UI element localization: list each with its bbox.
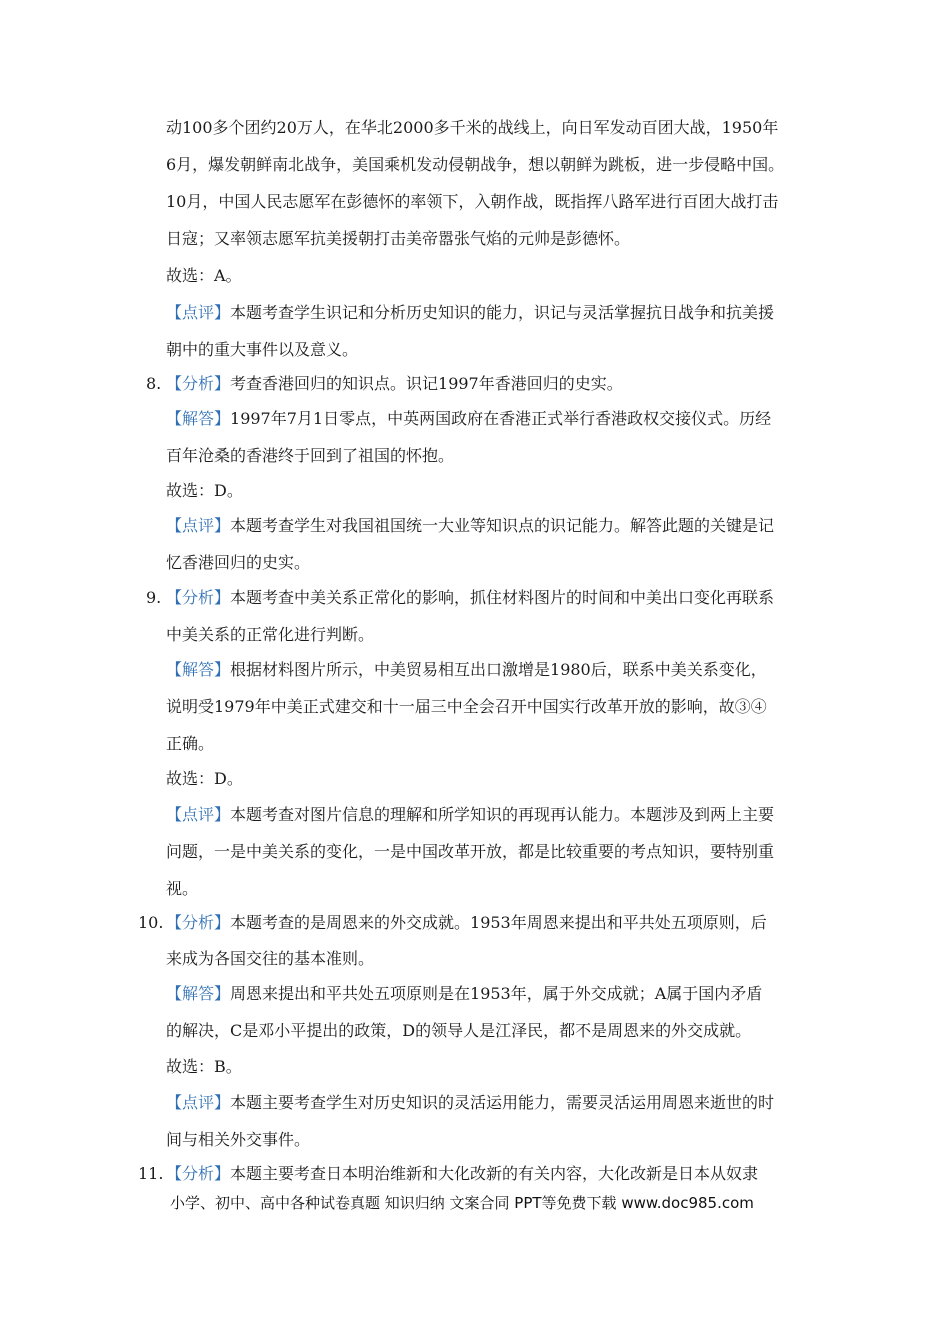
q8-analysis-line [166,374,623,394]
analysis-tag: 【分析】 [166,1164,231,1183]
q9-comment-line-3: 视。 [166,879,199,898]
q9-answer: 故选：D。 [166,769,243,788]
q10-answer: 故选：B。 [166,1057,242,1076]
q8-analysis-text: 考查香港回归的知识点。识记1997年香港回归的史实。 [230,374,623,393]
solution-tag: 【解答】 [166,984,231,1003]
q7-comment-line-2: 朝中的重大事件以及意义。 [166,340,359,359]
q9-solution-line-2: 说明受1979年中美正式建交和十一届三中全会召开中国实行改革开放的影响，故③④ [166,697,767,716]
q10-comment-text: 本题主要考查学生对历史知识的灵活运用能力，需要灵活运用周恩来逝世的时 [230,1093,775,1112]
q8-answer: 故选：D。 [166,481,243,500]
q9-comment-line-1 [166,805,774,825]
comment-tag: 【点评】 [166,1093,231,1112]
q11-analysis-line-1 [166,1164,758,1184]
solution-tag: 【解答】 [166,409,231,428]
q10-analysis-line-1 [166,913,767,933]
analysis-tag: 【分析】 [166,374,231,393]
footer-download-note: 小学、初中、高中各种试卷真题 知识归纳 文案合同 PPT等免费下载 www.doc985.com [170,1194,754,1212]
comment-tag: 【点评】 [166,805,231,824]
q11-analysis-text: 本题主要考查日本明治维新和大化改新的有关内容，大化改新是日本从奴隶 [230,1164,759,1183]
q9-solution-line-3: 正确。 [166,734,215,753]
q10-solution-line-2: 的解决，C是邓小平提出的政策，D的领导人是江泽民，都不是周恩来的外交成就。 [166,1021,752,1040]
q8-number: 8. [146,374,162,393]
q8-solution-text: 1997年7月1日零点，中英两国政府在香港正式举行香港政权交接仪式。历经 [230,409,772,428]
q7-text-line-3: 10月，中国人民志愿军在彭德怀的率领下，入朝作战，既指挥八路军进行百团大战打击 [166,192,779,211]
q9-solution-text: 根据材料图片所示，中美贸易相互出口激增是1980后，联系中美关系变化， [230,660,767,679]
q10-comment-line-1 [166,1093,774,1113]
q8-comment-line-1 [166,516,774,536]
q10-analysis-text: 本题考查的是周恩来的外交成就。1953年周恩来提出和平共处五项原则，后 [230,913,767,932]
q9-comment-line-2: 问题，一是中美关系的变化，一是中国改革开放，都是比较重要的考点知识，要特别重 [166,842,775,861]
q7-answer: 故选：A。 [166,266,242,285]
q9-solution-line-1 [166,660,767,680]
analysis-tag: 【分析】 [166,913,231,932]
q7-text-line-4: 日寇；又率领志愿军抗美援朝打击美帝嚣张气焰的元帅是彭德怀。 [166,229,631,248]
q10-solution-line-1 [166,984,762,1004]
q7-text-line-2: 6月，爆发朝鲜南北战争，美国乘机发动侵朝战争，想以朝鲜为跳板，进一步侵略中国。 [166,155,785,174]
q9-analysis-line-2: 中美关系的正常化进行判断。 [166,625,375,644]
q10-solution-text: 周恩来提出和平共处五项原则是在1953年，属于外交成就；A属于国内矛盾 [230,984,763,1003]
q9-number: 9. [146,588,162,607]
comment-tag: 【点评】 [166,303,231,322]
q9-analysis-line-1 [166,588,774,608]
q9-comment-text: 本题考查对图片信息的理解和所学知识的再现再认能力。本题涉及到两上主要 [230,805,775,824]
q8-solution-line-1 [166,409,771,429]
q8-comment-line-2: 忆香港回归的史实。 [166,553,311,572]
q10-analysis-line-2: 来成为各国交往的基本准则。 [166,949,375,968]
q9-analysis-text: 本题考查中美关系正常化的影响，抓住材料图片的时间和中美出口变化再联系 [230,588,775,607]
q11-number: 11. [138,1164,164,1183]
q8-solution-line-2: 百年沧桑的香港终于回到了祖国的怀抱。 [166,446,455,465]
q7-comment-text: 本题考查学生识记和分析历史知识的能力，识记与灵活掌握抗日战争和抗美援 [230,303,775,322]
comment-tag: 【点评】 [166,516,231,535]
q7-comment-line-1 [166,303,774,323]
solution-tag: 【解答】 [166,660,231,679]
q8-comment-text: 本题考查学生对我国祖国统一大业等知识点的识记能力。解答此题的关键是记 [230,516,775,535]
q10-comment-line-2: 间与相关外交事件。 [166,1130,311,1149]
analysis-tag: 【分析】 [166,588,231,607]
q7-text-line-1: 动100多个团约20万人，在华北2000多千米的战线上，向日军发动百团大战，1950年 [166,118,779,137]
q10-number: 10. [138,913,164,932]
